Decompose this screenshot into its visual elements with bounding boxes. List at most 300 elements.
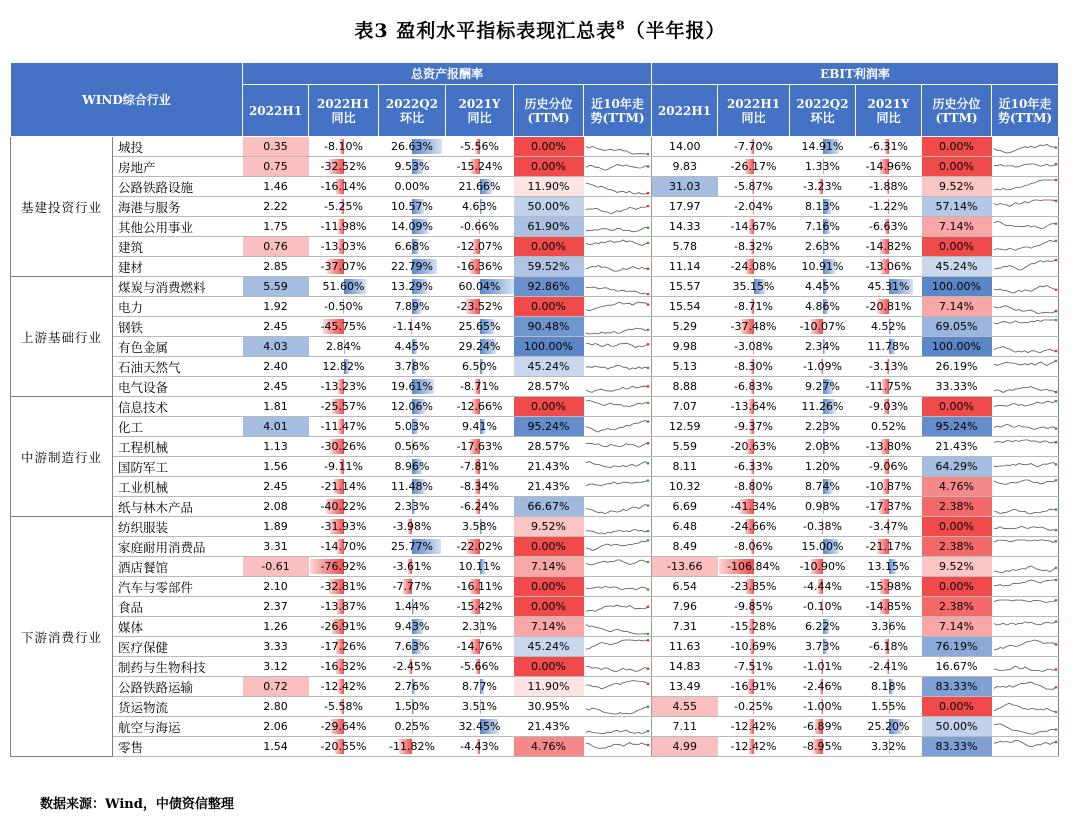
roa-value-cell [243,737,309,757]
roa-value-cell [514,277,584,297]
ebit-value-cell [922,257,992,277]
table-row [11,517,1059,537]
ebit-value-cell [922,497,992,517]
ebit-trend-sparkline [992,397,1059,417]
roa-value-cell [309,397,379,417]
cell-value: -15.28% [730,620,777,633]
ebit-value-cell [790,357,856,377]
ebit-value-cell [856,357,922,377]
col-header-line1: 近10年走 [591,96,644,111]
cell-value: 0.25% [394,720,430,733]
cell-value: 45.24% [527,360,570,373]
cell-value: 9.98 [672,340,697,353]
cell-value: 9.52% [939,560,974,573]
cell-value: 5.29 [672,320,697,333]
industry-header: WIND综合行业 [11,63,243,137]
roa-col-header-3 [446,85,514,137]
cell-value: 45.24% [935,260,978,273]
cell-value: 16.67% [935,660,978,673]
cell-value: -25.57% [320,400,367,413]
ebit-value-cell [790,617,856,637]
roa-value-cell [514,197,584,217]
roa-trend-sparkline [584,497,652,517]
table-row [11,457,1059,477]
cell-value: 25.65% [458,320,501,333]
roa-value-cell [243,577,309,597]
ebit-value-cell [856,477,922,497]
cell-value: 0.00% [531,580,566,593]
ebit-value-cell [790,637,856,657]
ebit-value-cell [856,297,922,317]
roa-value-cell [379,657,446,677]
cell-value: 0.75 [263,160,288,173]
industry-name: 有色金属 [113,337,243,357]
table-row [11,377,1059,397]
ebit-trend-sparkline [992,437,1059,457]
ebit-value-cell [922,557,992,577]
ebit-value-cell [718,277,790,297]
ebit-value-cell [718,137,790,157]
cell-value: -14.82% [865,240,912,253]
col-header-line1: 2022H1 [657,103,712,118]
cell-value: 7.14% [939,300,974,313]
cell-value: 19.61% [391,380,433,393]
ebit-value-cell [922,237,992,257]
cell-value: -31.93% [320,520,367,533]
roa-trend-sparkline [584,477,652,497]
roa-value-cell [379,217,446,237]
roa-value-cell [243,617,309,637]
profitability-table [10,62,1059,757]
industry-name: 钢铁 [113,317,243,337]
roa-value-cell [446,237,514,257]
cell-value: 21.43% [527,720,570,733]
cell-value: -3.61% [392,560,432,573]
roa-value-cell [446,737,514,757]
roa-value-cell [514,217,584,237]
col-header-line2: 同比 [876,110,901,125]
col-header-line1: 历史分位 [524,96,573,111]
cell-value: -6.63% [869,220,908,233]
ebit-value-cell [718,737,790,757]
ebit-value-cell [922,697,992,717]
cell-value: 2.45 [263,480,288,493]
cell-value: -17.26% [320,640,367,653]
roa-value-cell [309,657,379,677]
ebit-value-cell [856,717,922,737]
industry-name: 制药与生物科技 [113,657,243,677]
cell-value: 13.15% [867,560,910,573]
roa-value-cell [309,477,379,497]
cell-value: 100.00% [524,340,573,353]
ebit-value-cell [856,617,922,637]
roa-value-cell [309,337,379,357]
roa-value-cell [309,317,379,337]
cell-value: 7.16% [805,220,840,233]
ebit-value-cell [652,377,718,397]
table-row [11,397,1059,417]
ebit-value-cell [856,497,922,517]
roa-value-cell [446,157,514,177]
roa-trend-sparkline [584,677,652,697]
roa-value-cell [514,397,584,417]
ebit-trend-sparkline [992,197,1059,217]
roa-value-cell [446,537,514,557]
roa-value-cell [309,697,379,717]
ebit-value-cell [856,197,922,217]
roa-value-cell [514,137,584,157]
cell-value: 28.57% [527,380,570,393]
roa-value-cell [379,477,446,497]
table-row [11,417,1059,437]
ebit-value-cell [718,677,790,697]
cell-value: 11.26% [801,400,844,413]
cell-value: -2.45% [392,660,432,673]
cell-value: 7.14% [531,620,566,633]
cell-value: 0.56% [394,440,430,453]
table-row [11,497,1059,517]
table-row [11,137,1059,157]
ebit-trend-sparkline [992,417,1059,437]
ebit-trend-sparkline [992,697,1059,717]
ebit-value-cell [922,397,992,417]
ebit-trend-sparkline [992,517,1059,537]
ebit-value-cell [718,197,790,217]
cell-value: 3.58% [462,520,497,533]
ebit-value-cell [922,297,992,317]
cell-value: 2.38% [939,540,974,553]
roa-trend-sparkline [584,377,652,397]
ebit-value-cell [652,357,718,377]
cell-value: 5.03% [394,420,430,433]
cell-value: 25.20% [867,720,910,733]
ebit-value-cell [790,737,856,757]
ebit-trend-sparkline [992,137,1059,157]
roa-value-cell [446,217,514,237]
ebit-col-header-0 [652,85,718,137]
cell-value: -76.92% [320,560,367,573]
cell-value: 1.20% [805,460,840,473]
table-row [11,637,1059,657]
cell-value: 1.55% [871,700,906,713]
col-header-line1: 2021Y [458,96,501,111]
cell-value: -37.48% [730,320,777,333]
cell-value: -14.76% [456,640,503,653]
ebit-trend-sparkline [992,377,1059,397]
cell-value: 9.52% [939,180,974,193]
roa-value-cell [514,557,584,577]
cell-value: 4.63% [462,200,497,213]
col-header-line2: 环比 [810,110,835,125]
roa-value-cell [514,477,584,497]
ebit-trend-sparkline [992,617,1059,637]
cell-value: 9.53% [394,160,430,173]
ebit-value-cell [856,337,922,357]
industry-name: 汽车与零部件 [113,577,243,597]
cell-value: 4.45% [394,340,430,353]
cell-value: 15.57 [669,280,701,293]
cell-value: 92.86% [527,280,570,293]
ebit-trend-sparkline [992,177,1059,197]
roa-value-cell [243,157,309,177]
roa-value-cell [446,337,514,357]
table-row [11,277,1059,297]
table-row [11,737,1059,757]
roa-trend-sparkline [584,137,652,157]
roa-value-cell [309,357,379,377]
cell-value: -11.47% [320,420,367,433]
cell-value: -29.64% [320,720,367,733]
cell-value: 50.00% [527,200,570,213]
cell-value: 9.52% [531,520,566,533]
ebit-value-cell [652,317,718,337]
cell-value: 13.49 [669,680,701,693]
roa-value-cell [309,717,379,737]
roa-value-cell [243,537,309,557]
cell-value: -7.77% [392,580,432,593]
roa-value-cell [309,157,379,177]
roa-value-cell [243,457,309,477]
ebit-trend-sparkline [992,157,1059,177]
roa-trend-sparkline [584,517,652,537]
roa-value-cell [514,517,584,537]
ebit-value-cell [718,577,790,597]
ebit-value-cell [718,637,790,657]
cell-value: 3.78% [394,360,430,373]
ebit-value-cell [856,417,922,437]
cell-value: -4.43% [460,740,499,753]
roa-value-cell [243,137,309,157]
industry-name: 酒店餐馆 [113,557,243,577]
table-row [11,677,1059,697]
ebit-group-header: EBIT利润率 [652,63,1059,85]
cell-value: -2.46% [803,680,842,693]
cell-value: 90.48% [527,320,570,333]
ebit-value-cell [790,217,856,237]
roa-value-cell [446,177,514,197]
cell-value: -20.81% [865,300,912,313]
roa-value-cell [446,677,514,697]
roa-value-cell [514,257,584,277]
cell-value: 28.57% [527,440,570,453]
roa-trend-sparkline [584,317,652,337]
cell-value: 8.18% [871,680,906,693]
roa-value-cell [243,277,309,297]
roa-value-cell [446,277,514,297]
table-row [11,197,1059,217]
roa-value-cell [446,437,514,457]
cell-value: -8.71% [460,380,499,393]
roa-value-cell [243,717,309,737]
industry-name: 电气设备 [113,377,243,397]
industry-name: 信息技术 [113,397,243,417]
cell-value: 2.34% [805,340,840,353]
cell-value: 1.89 [263,520,288,533]
roa-value-cell [379,617,446,637]
cell-value: -1.01% [803,660,842,673]
cell-value: 5.78 [672,240,697,253]
ebit-value-cell [922,717,992,737]
cell-value: 0.52% [871,420,906,433]
ebit-value-cell [922,357,992,377]
roa-value-cell [243,677,309,697]
ebit-value-cell [856,537,922,557]
ebit-value-cell [718,617,790,637]
cell-value: 0.76 [263,240,288,253]
cell-value: 15.00% [801,540,844,553]
industry-name: 零售 [113,737,243,757]
roa-value-cell [514,237,584,257]
cell-value: 2.45 [263,380,288,393]
ebit-value-cell [922,617,992,637]
cell-value: 0.00% [939,580,974,593]
cell-value: -32.52% [320,160,367,173]
cell-value: 8.74% [805,480,840,493]
industry-name: 化工 [113,417,243,437]
cell-value: -12.66% [456,400,503,413]
roa-value-cell [243,177,309,197]
cell-value: -14.67% [730,220,777,233]
roa-value-cell [309,457,379,477]
industry-name: 国防军工 [113,457,243,477]
roa-value-cell [309,137,379,157]
cell-value: 14.33 [669,220,701,233]
cell-value: -12.42% [730,720,777,733]
ebit-value-cell [718,417,790,437]
table-title [0,16,1080,43]
ebit-value-cell [856,677,922,697]
ebit-value-cell [856,557,922,577]
title-text: 表3 盈利水平指标表现汇总表 [354,20,617,42]
cell-value: 7.96 [672,600,697,613]
table-row [11,177,1059,197]
ebit-col-header-1 [718,85,790,137]
roa-trend-sparkline [584,637,652,657]
cell-value: 0.35 [263,140,288,153]
roa-trend-sparkline [584,737,652,757]
roa-value-cell [446,497,514,517]
cell-value: 83.33% [935,740,978,753]
roa-value-cell [446,557,514,577]
industry-group: 上游基础行业 [11,277,113,397]
title-suffix: （半年报） [625,20,726,42]
col-header-line2: 同比 [741,110,766,125]
col-header-line1: 近10年走 [998,96,1052,111]
cell-value: -3.23% [803,180,842,193]
ebit-value-cell [652,277,718,297]
roa-value-cell [309,617,379,637]
ebit-trend-sparkline [992,737,1059,757]
ebit-value-cell [922,177,992,197]
cell-value: -8.34% [460,480,499,493]
ebit-value-cell [652,457,718,477]
cell-value: 0.00% [939,520,974,533]
cell-value: 4.86% [805,300,840,313]
cell-value: -16.14% [320,180,367,193]
roa-value-cell [243,197,309,217]
cell-value: 1.81 [263,400,288,413]
ebit-value-cell [718,337,790,357]
cell-value: 0.00% [531,400,566,413]
cell-value: 2.45 [263,320,288,333]
ebit-value-cell [652,497,718,517]
ebit-value-cell [922,637,992,657]
roa-trend-sparkline [584,217,652,237]
ebit-trend-sparkline [992,317,1059,337]
cell-value: 4.03 [263,340,288,353]
cell-value: -7.81% [460,460,499,473]
ebit-value-cell [790,237,856,257]
ebit-value-cell [922,197,992,217]
roa-value-cell [379,177,446,197]
roa-col-header-2 [379,85,446,137]
cell-value: 2.76% [394,680,430,693]
cell-value: -9.85% [734,600,773,613]
roa-value-cell [379,457,446,477]
cell-value: -8.30% [734,360,773,373]
cell-value: 0.00% [939,140,974,153]
roa-trend-sparkline [584,157,652,177]
ebit-value-cell [790,437,856,457]
ebit-value-cell [790,697,856,717]
roa-value-cell [514,577,584,597]
ebit-value-cell [652,237,718,257]
cell-value: -21.14% [320,480,367,493]
cell-value: -6.89% [803,720,842,733]
table-row [11,297,1059,317]
roa-col-header-4 [514,85,584,137]
roa-value-cell [309,557,379,577]
cell-value: 8.13% [805,200,840,213]
cell-value: -10.90% [799,560,846,573]
cell-value: 6.50% [462,360,497,373]
industry-name: 公路铁路运输 [113,677,243,697]
cell-value: 76.19% [935,640,978,653]
cell-value: -106.84% [727,560,780,573]
ebit-value-cell [652,537,718,557]
ebit-value-cell [652,477,718,497]
ebit-value-cell [790,337,856,357]
cell-value: 2.40 [263,360,288,373]
ebit-value-cell [718,597,790,617]
ebit-value-cell [856,217,922,237]
cell-value: 2.31% [462,620,497,633]
ebit-value-cell [718,497,790,517]
cell-value: -9.11% [324,460,363,473]
cell-value: -20.63% [730,440,777,453]
roa-value-cell [243,597,309,617]
roa-value-cell [446,717,514,737]
roa-value-cell [309,217,379,237]
title-footnote: 8 [616,18,626,33]
ebit-value-cell [922,577,992,597]
ebit-value-cell [718,557,790,577]
cell-value: -16.32% [320,660,367,673]
cell-value: -15.42% [456,600,503,613]
ebit-value-cell [856,517,922,537]
roa-value-cell [514,317,584,337]
cell-value: 1.44% [394,600,430,613]
col-header-line1: 2022Q2 [796,96,849,111]
roa-value-cell [514,437,584,457]
cell-value: 6.68% [394,240,430,253]
ebit-value-cell [718,397,790,417]
cell-value: -3.08% [734,340,773,353]
ebit-value-cell [652,417,718,437]
cell-value: 26.63% [391,140,433,153]
industry-name: 货运物流 [113,697,243,717]
ebit-value-cell [922,137,992,157]
